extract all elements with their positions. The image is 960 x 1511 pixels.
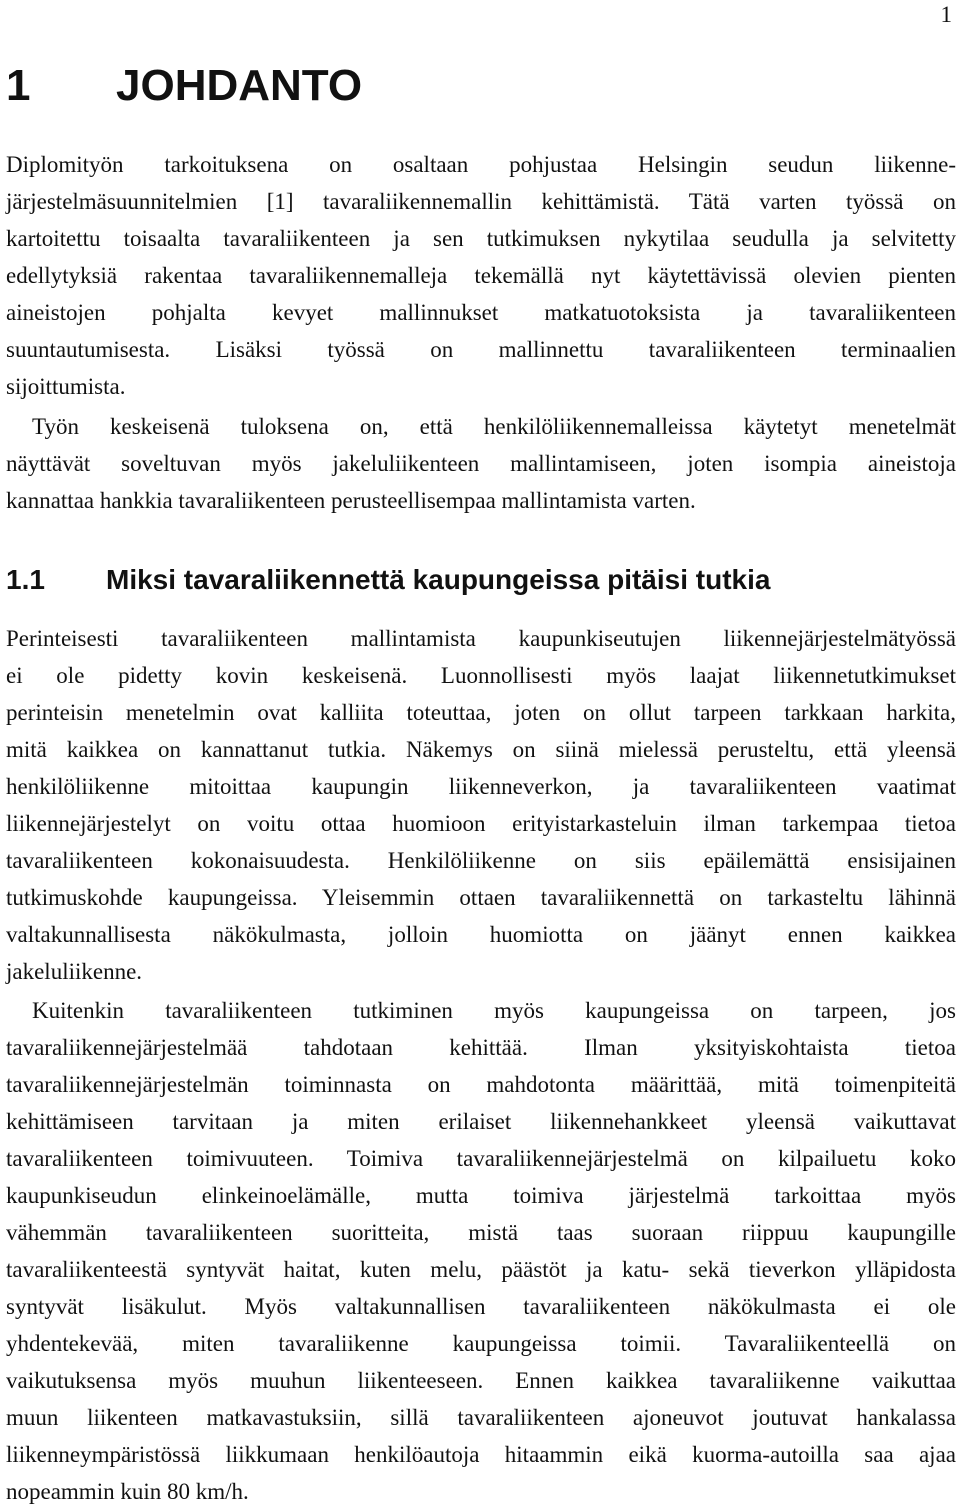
text-line: valtakunnallisesta näkökulmasta, jolloin huomiotta on jäänyt ennen kaikkea: [6, 922, 956, 947]
chapter-title: JOHDANTO: [116, 61, 363, 110]
section-heading: [6, 562, 770, 598]
text-line: näyttävät soveltuvan myös jakeluliikenteen mallintamiseen, joten isompia aineistoja: [6, 451, 956, 476]
chapter-heading: [6, 60, 362, 112]
text-line: jakeluliikenne.: [6, 959, 143, 984]
text-line: henkilöliikenne mitoittaa kaupungin liikenneverkon, ja tavaraliikenteen vaatimat: [6, 774, 956, 799]
text-line: tavaraliikenteen toimivuuteen. Toimiva tavaraliikennejärjestelmä on kilpailuetu koko: [6, 1146, 956, 1171]
text-line: Perinteisesti tavaraliikenteen mallintamista kaupunkiseutujen liikennejärjestelmätyössä: [6, 626, 956, 651]
text-line: perinteisin menetelmin ovat kalliita toteuttaa, joten on ollut tarpeen tarkkaan harkita,: [6, 700, 956, 725]
text-line: tavaraliikennejärjestelmää tahdotaan kehittää. Ilman yksityiskohtaista tietoa: [6, 1035, 956, 1060]
text-line: yhdentekevää, miten tavaraliikenne kaupungeissa toimii. Tavaraliikenteellä on: [6, 1331, 956, 1356]
text-line: tavaraliikenteen kokonaisuudesta. Henkilöliikenne on siis epäilemättä ensisijainen: [6, 848, 956, 873]
text-line: muun liikenteen matkavastuksiin, sillä tavaraliikenteen ajoneuvot joutuvat hankalassa: [6, 1405, 956, 1430]
text-line: kartoitettu toisaalta tavaraliikenteen ja sen tutkimuksen nykytilaa seudulla ja selvitetty: [6, 226, 956, 251]
text-line: sijoittumista.: [6, 374, 126, 399]
text-line: järjestelmäsuunnitelmien [1] tavaraliikennemallin kehittämistä. Tätä varten työssä on: [6, 189, 956, 214]
text-line: kaupunkiseudun elinkeinoelämälle, mutta toimiva järjestelmä tarkoittaa myös: [6, 1183, 956, 1208]
text-line: nopeammin kuin 80 km/h.: [6, 1479, 249, 1504]
text-line: ei ole pidetty kovin keskeisenä. Luonnollisesti myös laajat liikennetutkimukset: [6, 663, 956, 688]
text-line: kannattaa hankkia tavaraliikenteen perusteellisempaa mallintamista varten.: [6, 488, 696, 513]
text-line: vähemmän tavaraliikenteen suoritteita, mistä taas suoraan riippuu kaupungille: [6, 1220, 956, 1245]
page-number: 1: [940, 2, 952, 27]
paragraph-purpose: [6, 146, 956, 405]
text-line: Diplomityön tarkoituksena on osaltaan pohjustaa Helsingin seudun liikenne-: [6, 152, 956, 177]
text-line: syntyvät lisäkulut. Myös valtakunnallisen tavaraliikenteen näkökulmasta ei ole: [6, 1294, 956, 1319]
text-line: Työn keskeisenä tuloksena on, että henkilöliikennemalleissa käytetyt menetelmät: [32, 414, 956, 439]
section-number: 1.1: [6, 564, 45, 595]
text-line: kehittämiseen tarvitaan ja miten erilaiset liikennehankkeet yleensä vaikuttavat: [6, 1109, 956, 1134]
paragraph-motivation: [6, 992, 956, 1510]
text-line: liikennejärjestelyt on voitu ottaa huomioon erityistarkasteluin ilman tarkempaa tietoa: [6, 811, 956, 836]
text-line: tavaraliikenteestä syntyvät haitat, kuten melu, päästöt ja katu- sekä tieverkon ylläpidosta: [6, 1257, 956, 1282]
chapter-number: 1: [6, 61, 31, 110]
text-line: suuntautumisesta. Lisäksi työssä on mallinnettu tavaraliikenteen terminaalien: [6, 337, 956, 362]
text-line: aineistojen pohjalta kevyet mallinnukset matkatuotoksista ja tavaraliikenteen: [6, 300, 956, 325]
text-line: edellytyksiä rakentaa tavaraliikennemalleja tekemällä nyt käytettävissä olevien pienten: [6, 263, 956, 288]
text-line: tavaraliikennejärjestelmän toiminnasta on mahdotonta määrittää, mitä toimenpiteitä: [6, 1072, 956, 1097]
text-line: Kuitenkin tavaraliikenteen tutkiminen myös kaupungeissa on tarpeen, jos: [32, 998, 956, 1023]
text-line: tutkimuskohde kaupungeissa. Yleisemmin ottaen tavaraliikennettä on tarkasteltu lähinnä: [6, 885, 956, 910]
paragraph-background: [6, 620, 956, 990]
text-line: mitä kaikkea on kannattanut tutkia. Näkemys on siinä mielessä perusteltu, että yleensä: [6, 737, 956, 762]
section-title: Miksi tavaraliikennettä kaupungeissa pitäisi tutkia: [106, 564, 771, 595]
paragraph-results: [6, 408, 956, 519]
text-line: liikenneympäristössä liikkumaan henkilöautoja hitaammin eikä kuorma-autoilla saa ajaa: [6, 1442, 956, 1467]
text-line: vaikutuksensa myös muuhun liikenteeseen. Ennen kaikkea tavaraliikenne vaikuttaa: [6, 1368, 956, 1393]
